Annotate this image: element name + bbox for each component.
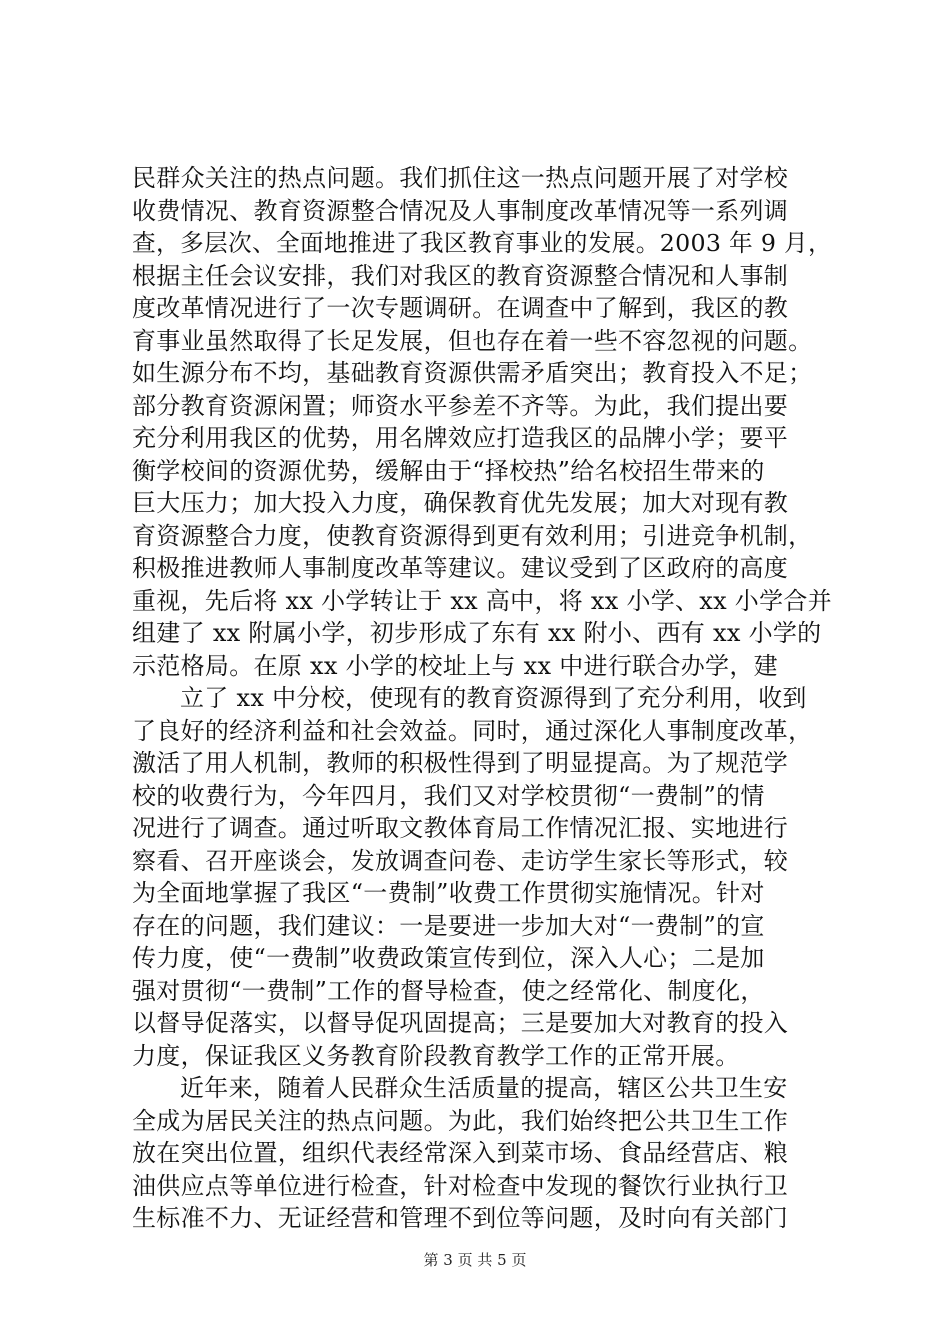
text-line: 收费情况、教育资源整合情况及人事制度改革情况等一系列调 <box>132 196 789 225</box>
text-line: 油供应点等单位进行检查，针对检查中发现的餐饮行业执行卫 <box>132 1171 789 1200</box>
text-line: 强对贯彻“一费制”工作的督导检查，使之经常化、制度化， <box>132 976 765 1005</box>
text-line: 生标准不力、无证经营和管理不到位等问题，及时向有关部门 <box>132 1204 789 1232</box>
text-line: 根据主任会议安排，我们对我区的教育资源整合情况和人事制 <box>132 261 789 290</box>
text-line: 育资源整合力度，使教育资源得到更有效利用；引进竞争机制， <box>132 521 813 550</box>
text-line: 查，多层次、全面地推进了我区教育事业的发展。2003 年 9 月， <box>132 229 833 257</box>
text-line: 察看、召开座谈会，发放调查问卷、走访学生家长等形式，较 <box>132 846 789 875</box>
text-line: 衡学校间的资源优势，缓解由于“择校热”给名校招生带来的 <box>132 456 765 485</box>
text-line: 力度，保证我区义务教育阶段教育教学工作的正常开展。 <box>132 1041 740 1070</box>
text-line: 度改革情况进行了一次专题调研。在调查中了解到，我区的教 <box>132 294 789 322</box>
text-line: 充分利用我区的优势，用名牌效应打造我区的品牌小学；要平 <box>132 424 789 452</box>
text-line: 积极推进教师人事制度改革等建议。建议受到了区政府的高度 <box>132 554 789 582</box>
text-line: 放在突出位置，组织代表经常深入到菜市场、食品经营店、粮 <box>132 1139 789 1167</box>
text-line: 如生源分布不均，基础教育资源供需矛盾突出；教育投入不足； <box>132 359 813 387</box>
text-line: 激活了用人机制，教师的积极性得到了明显提高。为了规范学 <box>132 749 789 777</box>
text-line: 重视，先后将 xx 小学转让于 xx 高中，将 xx 小学、xx 小学合并 <box>132 586 832 615</box>
text-line: 近年来，随着人民群众生活质量的提高，辖区公共卫生安 <box>180 1074 788 1102</box>
text-line: 传力度，使“一费制”收费政策宣传到位，深入人心；二是加 <box>132 944 765 972</box>
text-line: 民群众关注的热点问题。我们抓住这一热点问题开展了对学校 <box>132 164 789 192</box>
text-line: 组建了 xx 附属小学，初步形成了东有 xx 附小、西有 xx 小学的 <box>132 619 822 647</box>
text-line: 育事业虽然取得了长足发展，但也存在着一些不容忽视的问题。 <box>132 326 813 355</box>
text-line: 巨大压力；加大投入力度，确保教育优先发展；加大对现有教 <box>132 489 789 517</box>
text-line: 了良好的经济利益和社会效益。同时，通过深化人事制度改革， <box>132 716 813 745</box>
text-line: 全成为居民关注的热点问题。为此，我们始终把公共卫生工作 <box>132 1106 789 1135</box>
text-line: 况进行了调查。通过听取文教体育局工作情况汇报、实地进行 <box>132 814 789 842</box>
text-line: 存在的问题，我们建议：一是要进一步加大对“一费制”的宣 <box>132 911 765 940</box>
page-footer: 第 3 页 共 5 页 <box>423 1251 527 1269</box>
text-line: 部分教育资源闲置；师资水平参差不齐等。为此，我们提出要 <box>132 391 789 420</box>
document-body <box>132 162 832 1235</box>
text-line: 示范格局。在原 xx 小学的校址上与 xx 中进行联合办学，建 <box>132 651 778 680</box>
text-line: 立了 xx 中分校，使现有的教育资源得到了充分利用，收到 <box>180 684 807 712</box>
text-line: 校的收费行为，今年四月，我们又对学校贯彻“一费制”的情 <box>132 781 765 810</box>
text-line: 为全面地掌握了我区“一费制”收费工作贯彻实施情况。针对 <box>132 879 765 907</box>
text-line: 以督导促落实，以督导促巩固提高；三是要加大对教育的投入 <box>132 1009 789 1037</box>
